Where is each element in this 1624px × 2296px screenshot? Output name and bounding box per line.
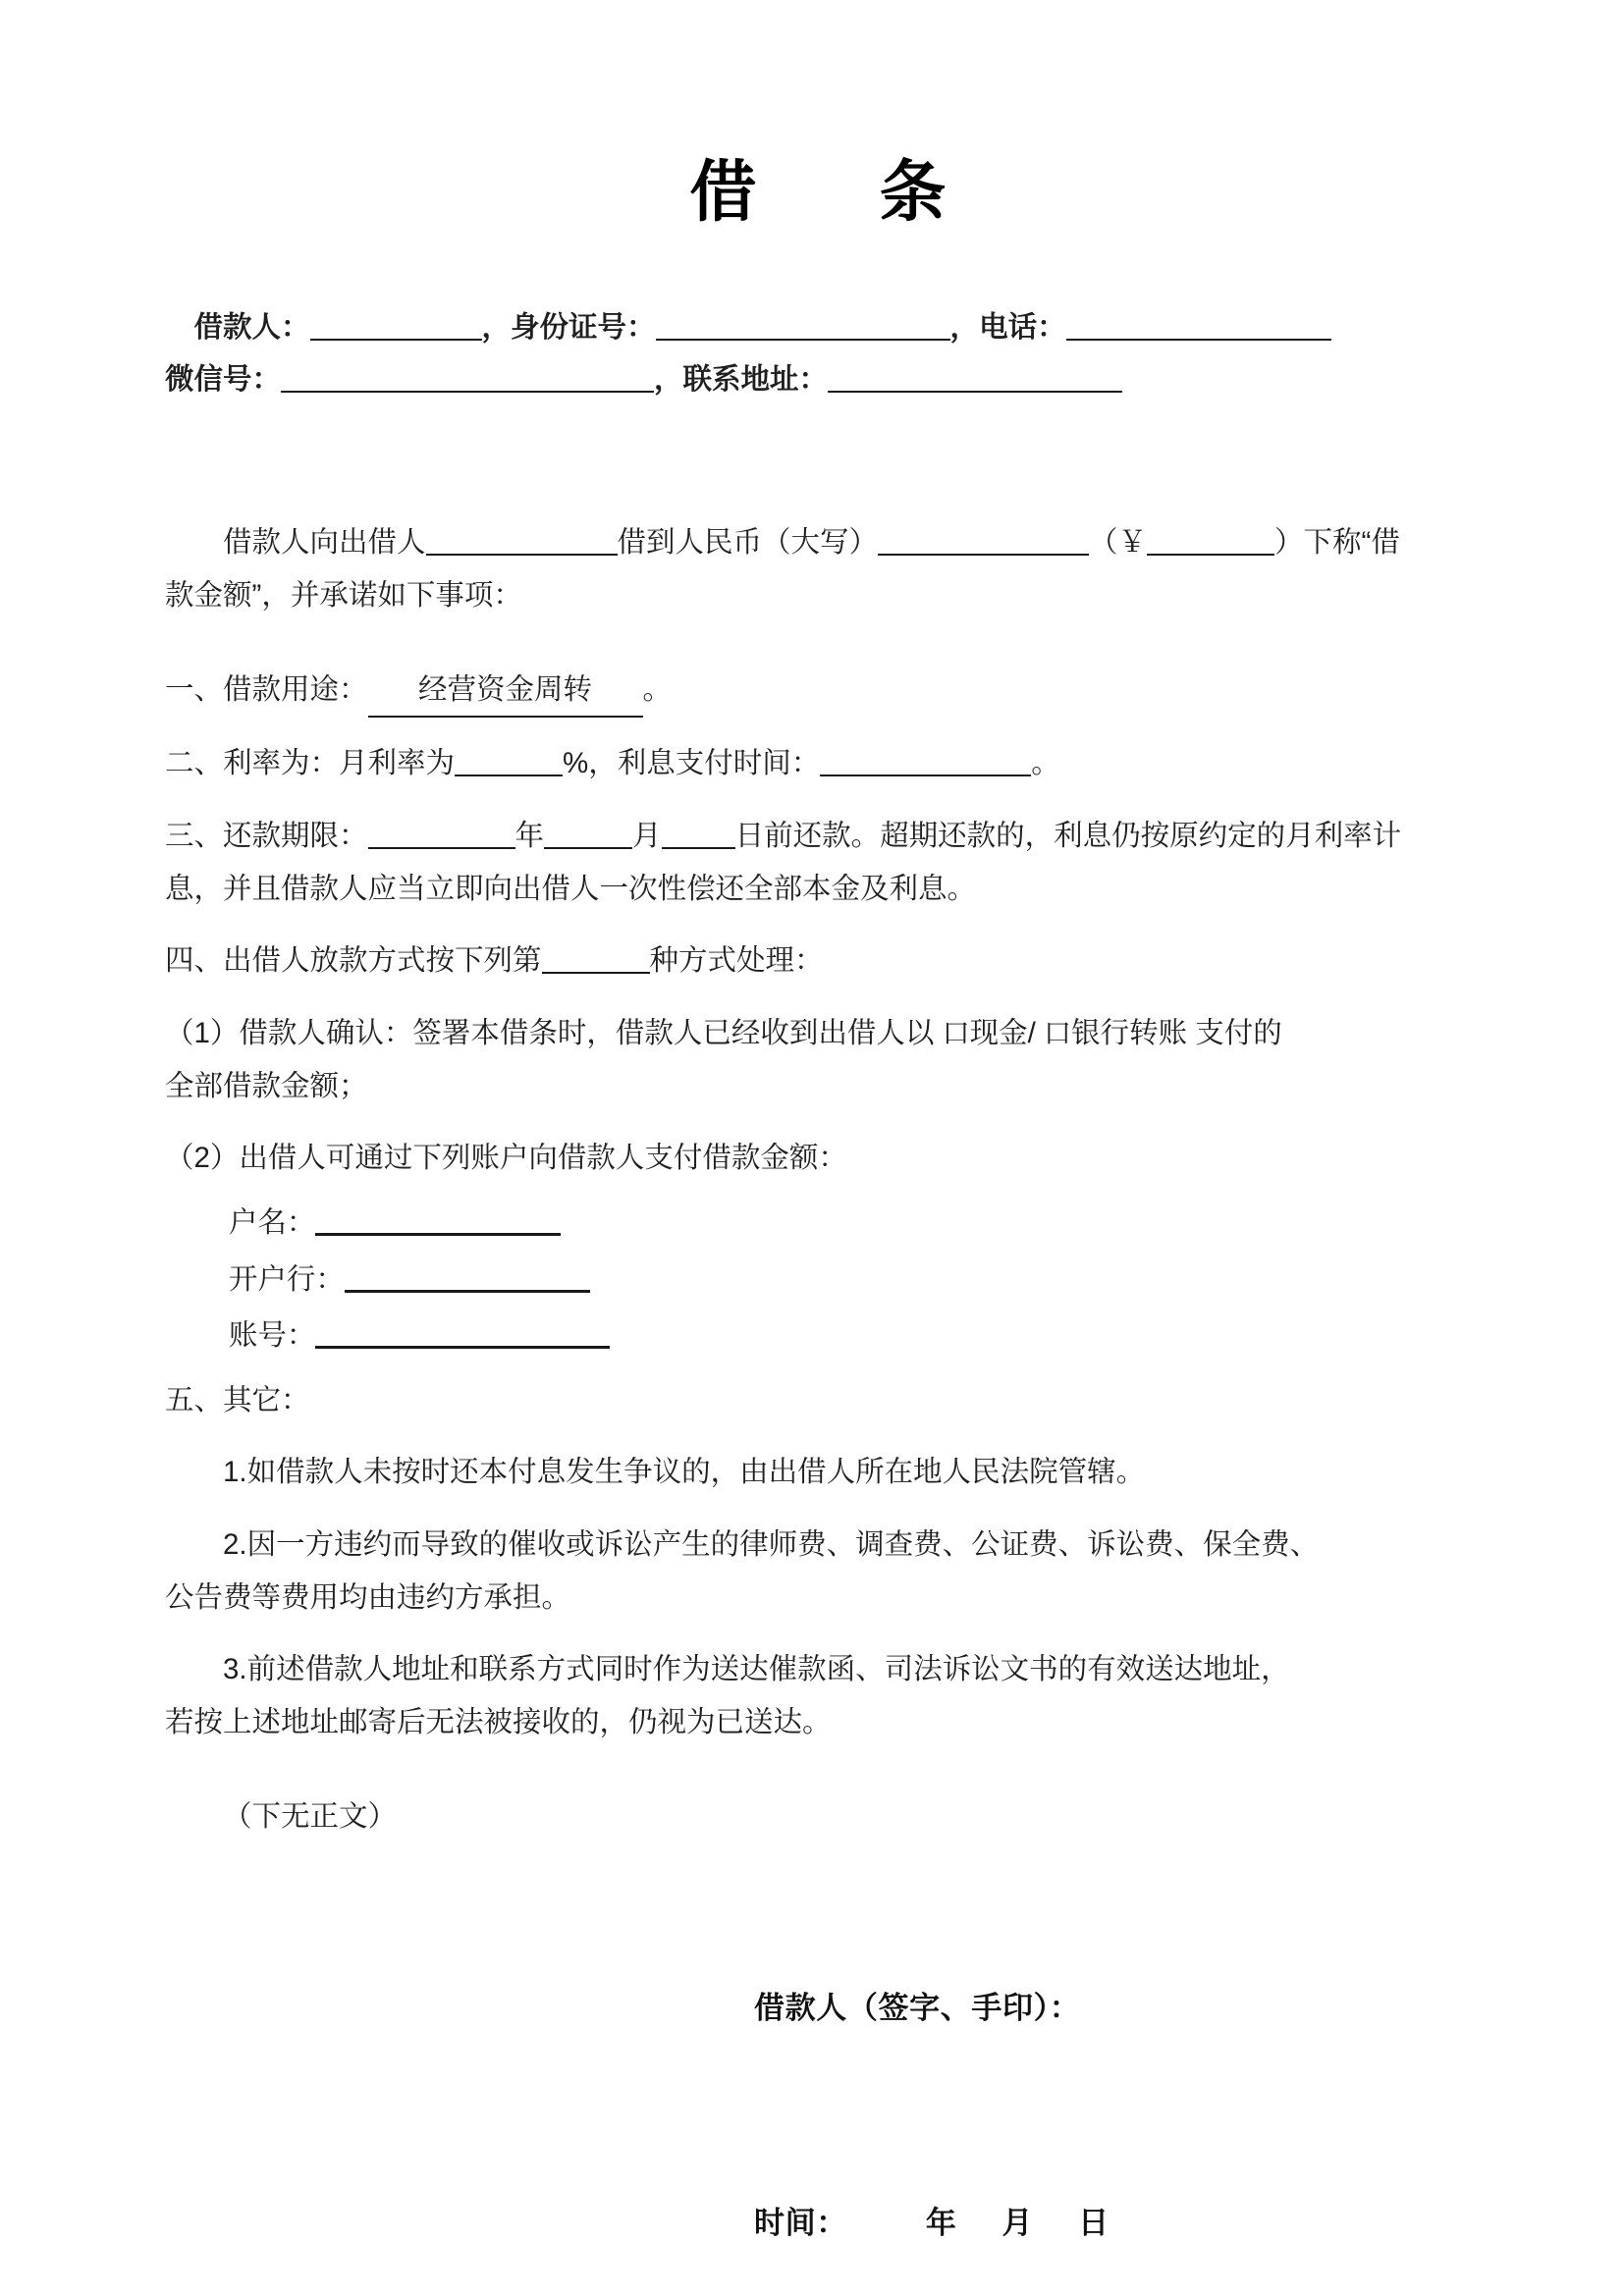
spacer xyxy=(165,622,1471,664)
account-bank-row xyxy=(165,1252,1471,1308)
clause-1-number: 一、 xyxy=(165,672,224,706)
payment-method-transfer-label: 银行转账 xyxy=(1071,1016,1188,1049)
payment-method-1-line2: 全部借款金额； xyxy=(165,1069,368,1102)
repay-month-unit: 月 xyxy=(632,819,662,852)
date-day-unit: 日 xyxy=(1078,2206,1110,2242)
spacer xyxy=(165,988,1471,1007)
disbursement-method-input[interactable] xyxy=(542,943,650,975)
account-bank-label: 开户行： xyxy=(228,1262,345,1296)
checkbox-bank-transfer-icon[interactable]: 口 xyxy=(1044,1016,1072,1049)
comma-3: ， xyxy=(654,363,683,397)
interest-payment-time-input[interactable] xyxy=(820,746,1031,777)
payment-method-cash-label: 现金/ xyxy=(969,1016,1036,1049)
signature-date-row xyxy=(165,2198,1471,2242)
lender-name-input[interactable] xyxy=(426,525,618,557)
spacer xyxy=(165,1842,1471,1952)
loan-statement-line2: 款金额”，并承诺如下事项： xyxy=(165,578,522,612)
borrower-wechat-input[interactable] xyxy=(281,362,654,394)
clause-4-disbursement xyxy=(165,934,1471,988)
borrower-contact-line xyxy=(165,353,1471,406)
date-month-unit: 月 xyxy=(1001,2206,1034,2242)
clause-2-number: 二、 xyxy=(165,747,224,780)
account-number-label: 账号： xyxy=(228,1319,316,1353)
signature-label: 借款人（签字、手印）： xyxy=(754,1991,1081,2027)
other-term-1-number: 1. xyxy=(223,1456,247,1489)
spacer xyxy=(165,1112,1471,1132)
spacer xyxy=(165,915,1471,934)
account-bank-input[interactable] xyxy=(345,1260,590,1293)
spacer xyxy=(165,1499,1471,1519)
no-text-below-note: （下无正文） xyxy=(223,1799,398,1833)
date-label: 时间： xyxy=(754,2206,847,2242)
loan-statement-line1 xyxy=(165,516,1471,569)
repay-year-unit: 年 xyxy=(514,819,545,852)
loan-purpose-input[interactable]: 经营资金周转 xyxy=(368,664,643,719)
other-term-2-line1 xyxy=(165,1519,1471,1572)
payment-method-2: （2）出借人可通过下列账户向借款人支付借款金额： xyxy=(165,1142,847,1175)
spacer xyxy=(165,718,1471,737)
borrower-identity-line xyxy=(165,301,1471,354)
clause-2-label: 利率为：月利率为 xyxy=(223,747,456,780)
other-term-2-line2: 公告费等费用均由违约方承担。 xyxy=(165,1580,571,1614)
other-term-3-text-1: 前述借款人地址和联系方式同时作为送达催款函、司法诉讼文书的有效送达地址， xyxy=(246,1653,1290,1686)
other-term-1-text: 如借款人未按时还本付息发生争议的，由出借人所在地人民法院管辖。 xyxy=(246,1456,1146,1489)
clause-5-label: 其它： xyxy=(223,1383,310,1416)
comma-2: ， xyxy=(949,310,980,344)
currency-close-paren: ）下称“借 xyxy=(1274,526,1400,560)
spacer xyxy=(165,2057,1471,2167)
account-name-input[interactable] xyxy=(315,1204,561,1237)
repay-month-input[interactable] xyxy=(544,818,632,849)
payment-method-1-text: （1）借款人确认：签署本借条时，借款人已经收到出借人以 xyxy=(165,1016,935,1049)
clause-2-suffix: 。 xyxy=(1031,747,1060,780)
account-number-input[interactable] xyxy=(315,1317,610,1350)
borrower-address-input[interactable] xyxy=(828,362,1122,394)
document-content xyxy=(165,0,1471,2272)
borrower-phone-input[interactable] xyxy=(1066,309,1331,341)
spacer xyxy=(165,790,1471,810)
clause-1-label: 借款用途： xyxy=(223,672,368,706)
borrower-name-input[interactable] xyxy=(310,309,482,341)
other-term-3-line2: 若按上述地址邮寄后无法被接收的，仍视为已送达。 xyxy=(165,1706,832,1739)
other-term-3-line1 xyxy=(165,1643,1471,1696)
other-term-3-number: 3. xyxy=(223,1653,247,1686)
borrower-address-label: 联系地址： xyxy=(682,363,829,397)
spacer xyxy=(165,1426,1471,1446)
clause-2-mid: %，利息支付时间： xyxy=(563,747,821,780)
spacer xyxy=(165,1364,1471,1374)
loan-statement-text-1: 借款人向出借人 xyxy=(223,526,426,560)
comma-1: ， xyxy=(481,310,512,344)
account-name-row xyxy=(165,1195,1471,1252)
payment-method-1-text-2: 支付的 xyxy=(1195,1016,1282,1049)
other-term-2-text-1: 因一方违约而导致的催收或诉讼产生的律师费、调查费、公证费、诉讼费、保全费、 xyxy=(246,1527,1320,1561)
page-title: 借 条 xyxy=(689,154,975,232)
loan-amount-digits-input[interactable] xyxy=(1147,525,1274,557)
account-number-row xyxy=(165,1308,1471,1364)
spacer xyxy=(165,1185,1471,1195)
spacer xyxy=(165,231,1471,301)
loan-amount-words-input[interactable] xyxy=(878,525,1089,557)
other-term-2-number: 2. xyxy=(223,1527,247,1561)
clause-3-repayment-line2: 息，并且借款人应当立即向出借人一次性偿还全部本金及利息。 xyxy=(165,872,977,905)
spacer xyxy=(165,406,1471,516)
clause-2-interest xyxy=(165,737,1471,790)
clause-4-suffix: 种方式处理： xyxy=(649,944,824,978)
repay-day-input[interactable] xyxy=(662,818,735,849)
clause-1-suffix: 。 xyxy=(642,672,673,706)
repay-year-input[interactable] xyxy=(368,818,515,849)
date-year-unit: 年 xyxy=(925,2206,957,2242)
borrower-wechat-label: 微信号： xyxy=(165,363,282,397)
spacer xyxy=(165,1624,1471,1643)
monthly-rate-input[interactable] xyxy=(455,746,563,777)
clause-5-other xyxy=(165,1374,1471,1427)
loan-statement-text-2: 借到人民币（大写） xyxy=(617,526,879,560)
clause-3-label: 还款期限： xyxy=(223,819,368,852)
repay-day-unit: 日前还款。超期还款的，利息仍按原约定的月利率计 xyxy=(734,819,1402,852)
clause-4-label: 出借人放款方式按下列第 xyxy=(223,944,542,978)
clause-5-number: 五、 xyxy=(165,1383,224,1416)
borrower-name-label: 借款人： xyxy=(193,310,310,344)
checkbox-cash-icon[interactable]: 口 xyxy=(942,1016,970,1049)
borrower-id-label: 身份证号： xyxy=(511,310,656,344)
account-name-label: 户名： xyxy=(228,1206,316,1240)
spacer xyxy=(165,1749,1471,1790)
clause-1-purpose xyxy=(165,664,1471,719)
clause-4-number: 四、 xyxy=(165,944,224,978)
payment-method-1-line1 xyxy=(165,1007,1471,1060)
clause-3-repayment-line1 xyxy=(165,810,1471,863)
currency-open-paren: （￥ xyxy=(1089,526,1148,560)
clause-3-number: 三、 xyxy=(165,819,224,852)
borrower-phone-label: 电话： xyxy=(979,310,1066,344)
borrower-id-input[interactable] xyxy=(656,309,950,341)
other-term-1 xyxy=(165,1446,1471,1499)
